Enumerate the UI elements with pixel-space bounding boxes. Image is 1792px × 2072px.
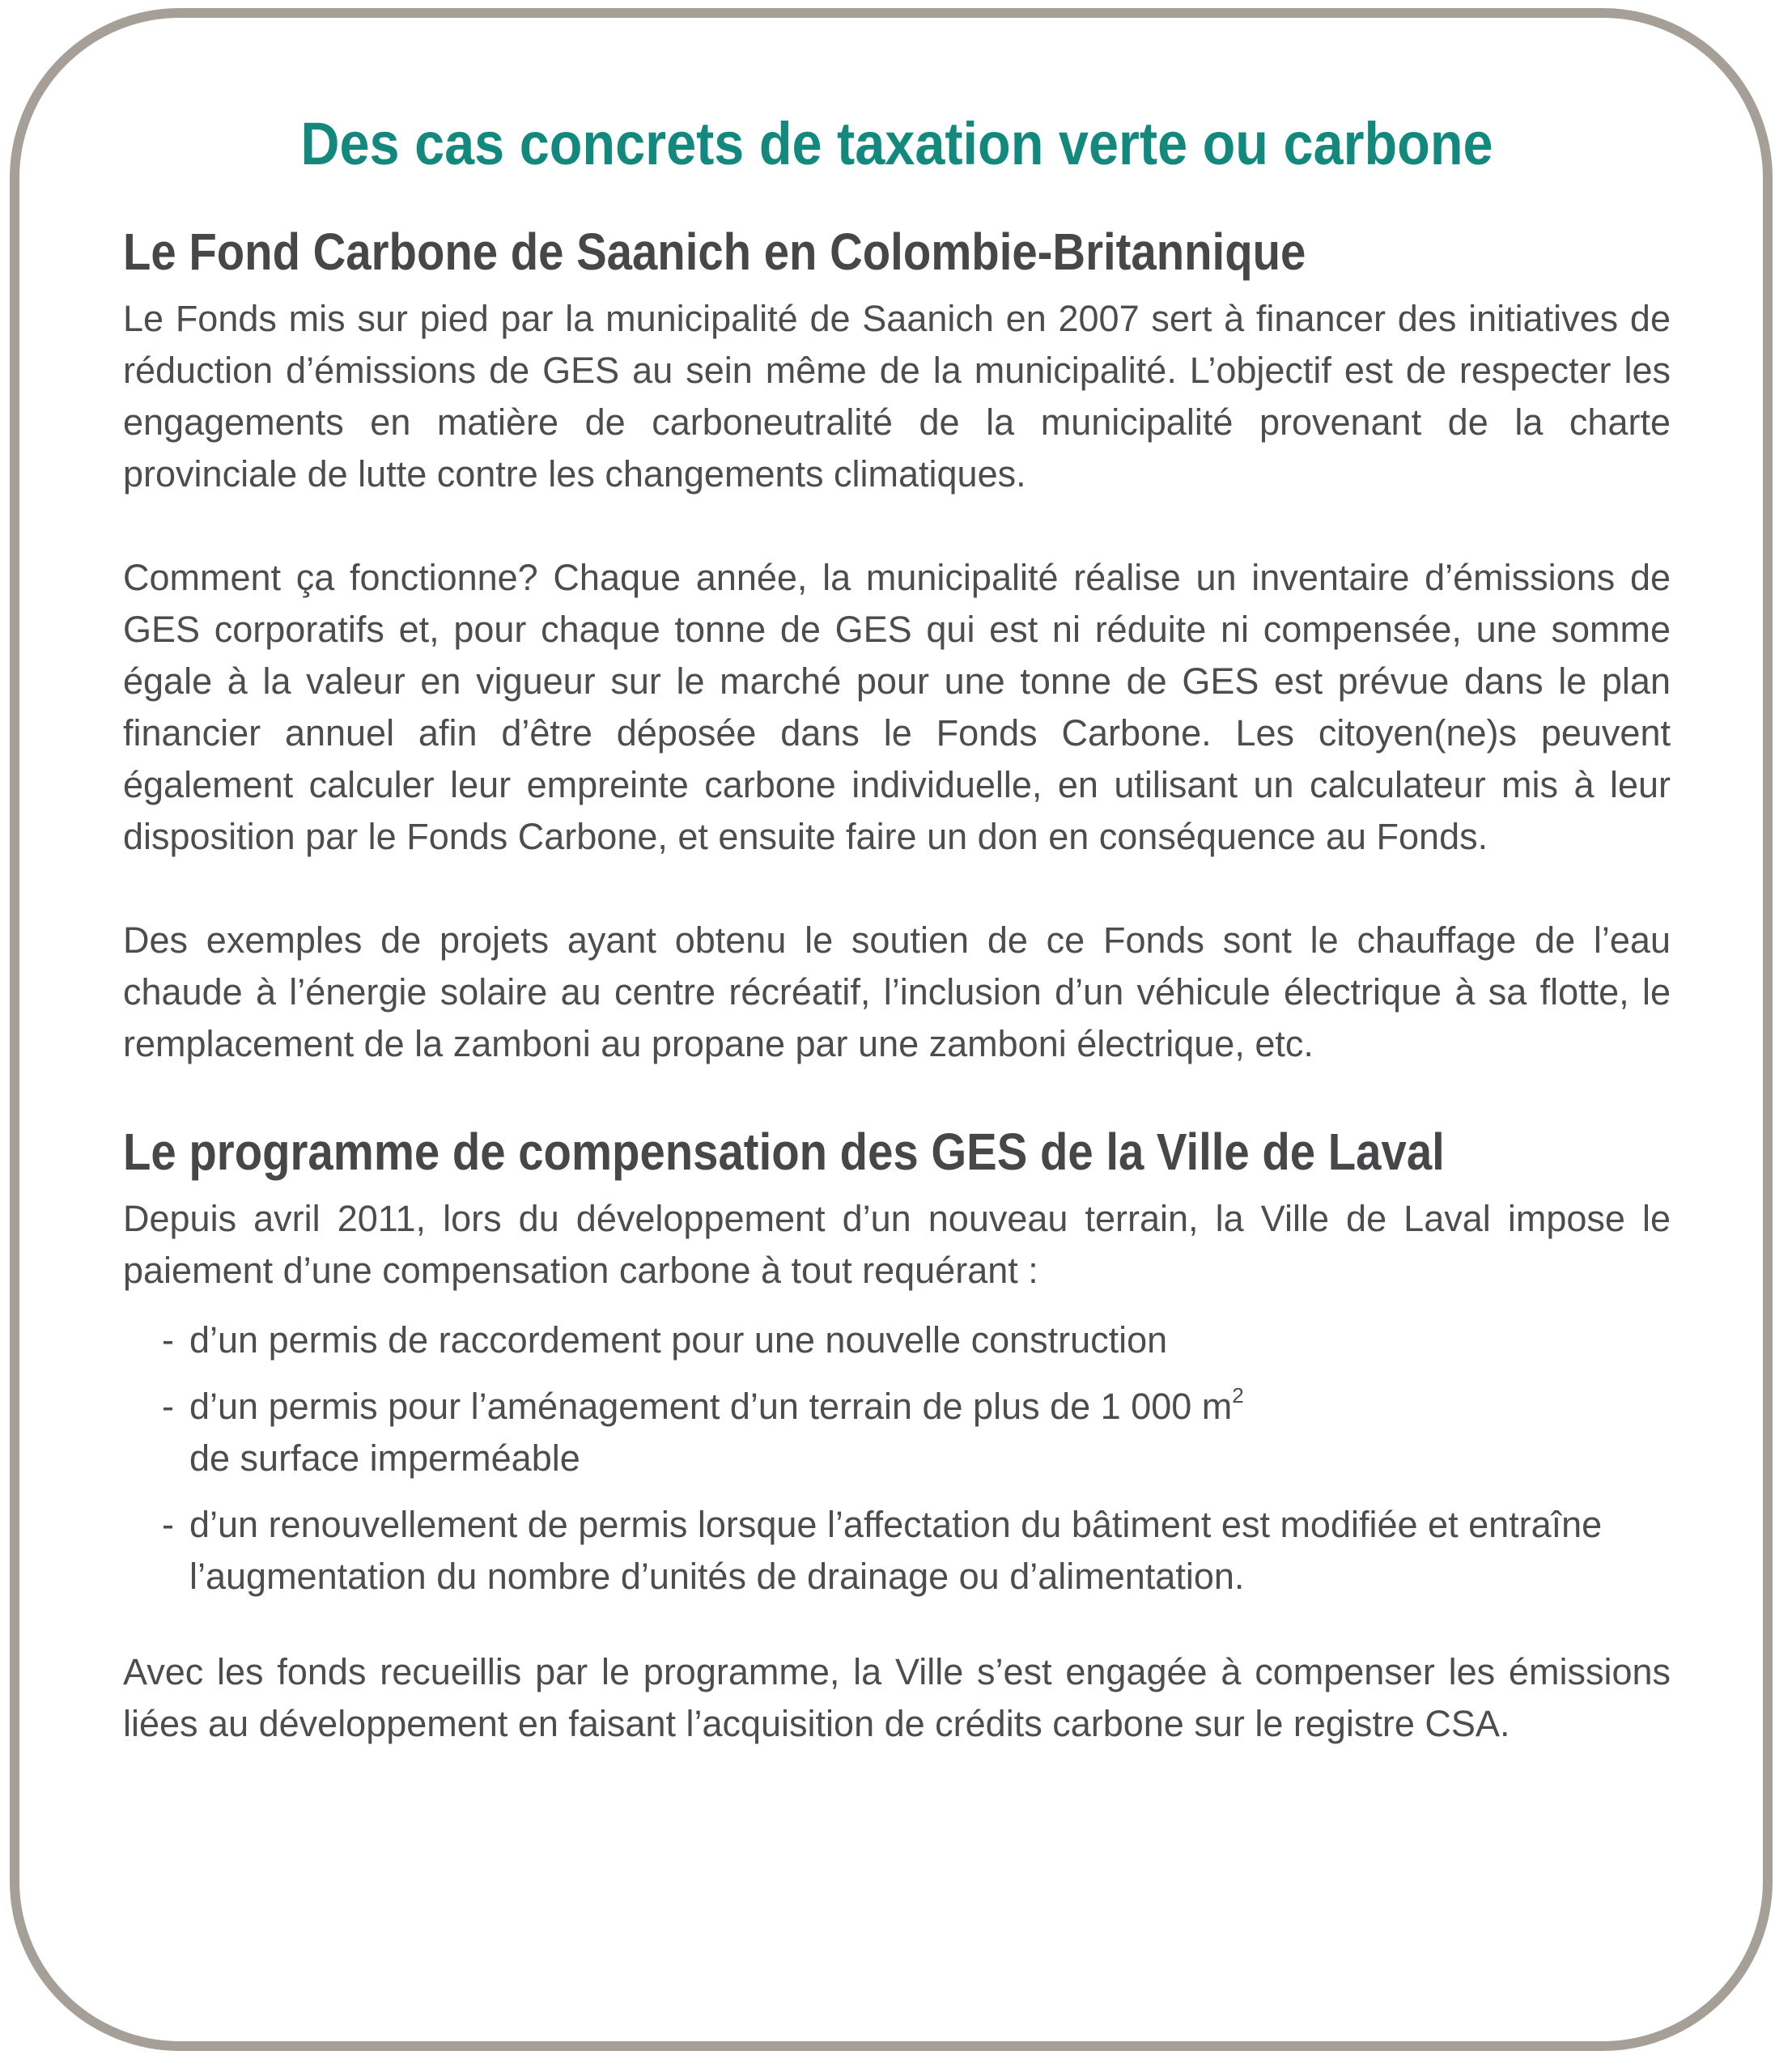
list-item-text-after: de surface imperméable <box>189 1437 580 1479</box>
list-item-text: d’un permis de raccordement pour une nouvelle construction <box>189 1319 1168 1361</box>
list-item-text: d’un renouvellement de permis lorsque l’affectation du bâtiment est modifiée et entraîne l’augmentation du nombre d’unités de drainage ou d’alimentation. <box>189 1504 1603 1597</box>
list-dash: - <box>162 1319 174 1361</box>
list-item <box>123 1499 1671 1603</box>
requirements-list <box>123 1314 1671 1603</box>
laval-conclusion: Avec les fonds recueillis par le programme, la Ville s’est engagée à compenser les émissions liées au développement en faisant l’acquisition de crédits carbone sur le registre CSA. <box>123 1651 1671 1744</box>
laval-intro: Depuis avril 2011, lors du développement d’un nouveau terrain, la Ville de Laval impose le paiement d’une compensation carbone à tout requérant : <box>123 1198 1671 1291</box>
saanich-paragraph-2: Comment ça fonctionne? Chaque année, la municipalité réalise un inventaire d’émissions de GES corporatifs et, pour chaque tonne de GES qui est ni réduite ni compensée, une somme égale à la valeur en vigueur sur le marché pour une tonne de GES est prévue dans le plan financier annuel afin d’être déposée dans le Fonds Carbone. Les citoyen(ne)s peuvent également calculer leur empreinte carbone individuelle, en utilisant un calculateur mis à leur disposition par le Fonds Carbone, et ensuite faire un don en conséquence au Fonds. <box>123 557 1671 857</box>
list-item-text-before: d’un permis pour l’aménagement d’un terrain de plus de 1 000 m <box>189 1386 1233 1427</box>
saanich-section <box>123 219 1671 1070</box>
laval-section <box>123 1119 1671 1750</box>
list-dash: - <box>162 1504 174 1545</box>
document-content <box>123 107 1671 1750</box>
square-superscript: 2 <box>1232 1383 1244 1408</box>
page-title: Des cas concrets de taxation verte ou carbone <box>300 110 1493 177</box>
list-item <box>123 1381 1671 1484</box>
saanich-paragraph-1: Le Fonds mis sur pied par la municipalité de Saanich en 2007 sert à financer des initiatives de réduction d’émissions de GES au sein même de la municipalité. L’objectif est de respecter les engagements en matière de carboneutralité de la municipalité provenant de la charte provinciale de lutte contre les changements climatiques. <box>123 298 1671 495</box>
saanich-heading: Le Fond Carbone de Saanich en Colombie-Britannique <box>123 223 1306 281</box>
laval-heading: Le programme de compensation des GES de la Ville de Laval <box>123 1123 1445 1181</box>
saanich-paragraph-3: Des exemples de projets ayant obtenu le soutien de ce Fonds sont le chauffage de l’eau chaude à l’énergie solaire au centre récréatif, l’inclusion d’un véhicule électrique à sa flotte, le remplacement de la zamboni au propane par une zamboni électrique, etc. <box>123 919 1671 1064</box>
list-dash: - <box>162 1386 174 1427</box>
list-item <box>123 1314 1671 1366</box>
